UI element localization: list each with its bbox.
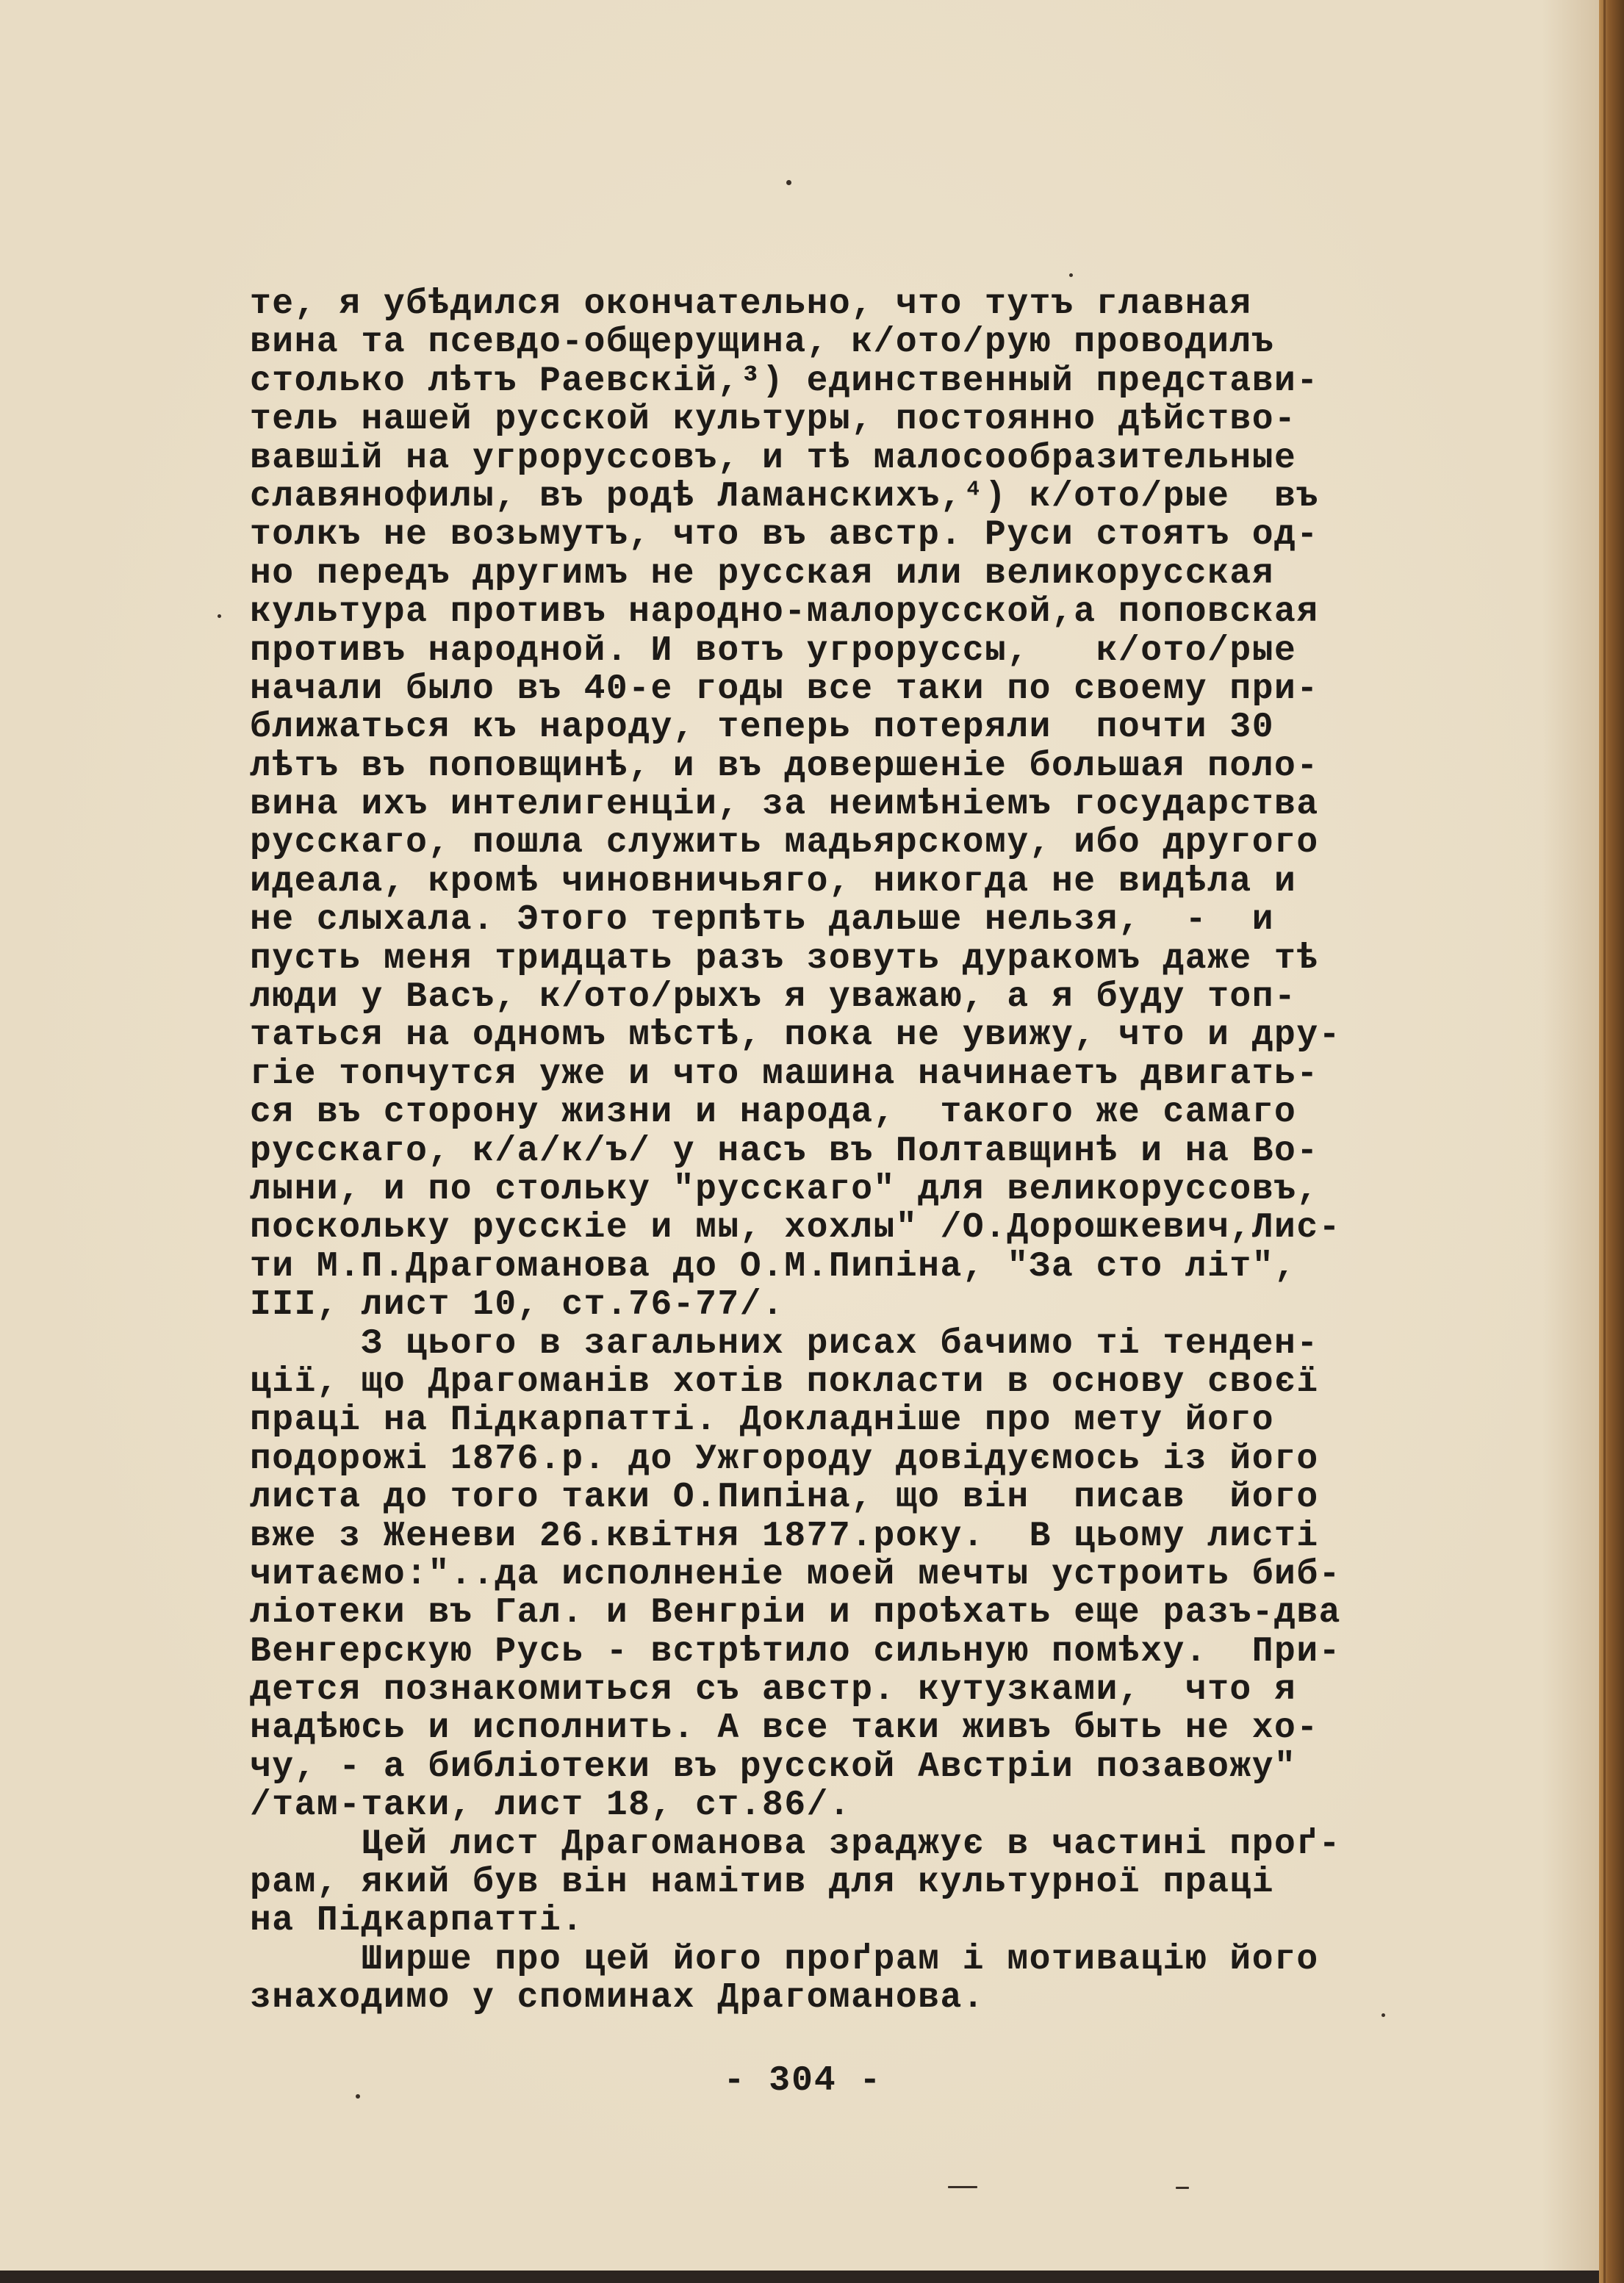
ink-speck [786,180,791,185]
text-line: не слыхала. Этого терпѣть дальше нельзя, - и [250,901,1275,940]
text-line: Венгерскую Русь - встрѣтило сильную помѣху. При- [250,1632,1341,1672]
text-line: поскольку русскіе и мы, хохлы" /О.Дорошкевич,Лис- [250,1209,1341,1248]
text-line: З цього в загальних рисах бачимо ті тенден- [250,1324,1319,1363]
ink-speck [1382,2013,1385,2017]
text-line: таться на одномъ мѣстѣ, пока не увижу, что и дру- [250,1016,1341,1055]
text-line: /там-таки, лист 18, ст.86/. [250,1786,852,1825]
text-line: листа до того таки О.Пипіна, що він писав його [250,1478,1319,1517]
text-line: лыни, и по стольку "русскаго" для великоруссовъ, [250,1170,1319,1209]
text-line: дется познакомиться съ австр. кутузками, что я [250,1671,1297,1710]
text-line: те, я убѣдился окончательно, что тутъ главная [250,285,1252,324]
text-line: но передъ другимъ не русская или великорусская [250,554,1275,594]
text-line: на Підкарпатті. [250,1902,584,1941]
text-line: культура противъ народно-малорусской,а поповская [250,593,1319,632]
text-line: славянофилы, въ родѣ Ламанскихъ,⁴) к/ото/рые въ [250,477,1319,517]
text-line: рам, який був він намітив для культурної праці [250,1863,1275,1902]
text-line: читаємо:"..да исполненіе моей мечты устроить биб- [250,1555,1341,1594]
text-line: лѣтъ въ поповщинѣ, и въ довершеніе большая поло- [250,747,1319,786]
text-line: русскаго, к/а/к/ъ/ у насъ въ Полтавщинѣ и на Во- [250,1132,1319,1171]
text-line: Ширше про цей його проґрам і мотивацію його [250,1940,1319,1980]
text-line: вавшій на угроруссовъ, и тѣ малосообразительные [250,439,1297,478]
text-line: ближаться къ народу, теперь потеряли почти 30 [250,708,1275,747]
text-line: гіе топчутся уже и что машина начинаетъ двигать- [250,1054,1319,1094]
text-line: начали было въ 40-е годы все таки по своему при- [250,669,1319,709]
text-line: тель нашей русской культуры, постоянно дѣйство- [250,400,1297,439]
text-line: вина та псевдо-общерущина, к/ото/рую проводилъ [250,323,1275,362]
page-number: - 304 - [723,2061,883,2101]
ink-speck [1176,2187,1189,2189]
text-line: ся въ сторону жизни и народа, такого же самаго [250,1093,1297,1132]
text-line: столько лѣтъ Раевскій,³) единственный представи- [250,362,1319,401]
ink-speck [1069,273,1073,277]
text-line: чу, - а библіотеки въ русской Австріи позавожу" [250,1747,1297,1787]
text-line: ції, що Драгоманів хотів покласти в основу своєї [250,1362,1319,1402]
text-line: противъ народной. И вотъ угроруссы, к/ото/рые [250,631,1297,670]
text-line: идеала, кромѣ чиновничьяго, никогда не видѣла и [250,862,1297,902]
body-text [250,285,1433,2018]
text-line: III, лист 10, ст.76-77/. [250,1286,785,1325]
ink-speck [218,614,221,618]
text-line: ти М.П.Драгоманова до О.М.Пипіна, "За сто літ", [250,1247,1297,1287]
text-line: подорожі 1876.р. до Ужгороду довідуємось із його [250,1439,1319,1479]
ink-speck [948,2186,977,2188]
text-line: Цей лист Драгоманова зраджує в частині проґ- [250,1824,1341,1864]
page-edge [1599,0,1624,2283]
text-line: праці на Підкарпатті. Докладніше про мету його [250,1401,1275,1440]
text-line: русскаго, пошла служить мадьярскому, ибо другого [250,824,1319,863]
text-line: люди у Васъ, к/ото/рыхъ я уважаю, а я буду топ- [250,978,1297,1017]
text-line: вже з Женеви 26.квітня 1877.року. В цьому листі [250,1517,1319,1556]
text-line: знаходимо у споминах Драгоманова. [250,1979,985,2018]
text-line: ліотеки въ Гал. и Венгріи и проѣхать еще разъ-два [250,1594,1341,1633]
text-line: толкъ не возьмутъ, что въ австр. Руси стоятъ од- [250,516,1319,555]
text-line: вина ихъ интелигенціи, за неимѣніемъ государства [250,785,1319,824]
ink-speck [356,2094,360,2099]
text-line: надѣюсь и исполнить. А все таки живъ быть не хо- [250,1709,1319,1748]
text-line: пусть меня тридцать разъ зовуть дуракомъ даже тѣ [250,939,1319,979]
